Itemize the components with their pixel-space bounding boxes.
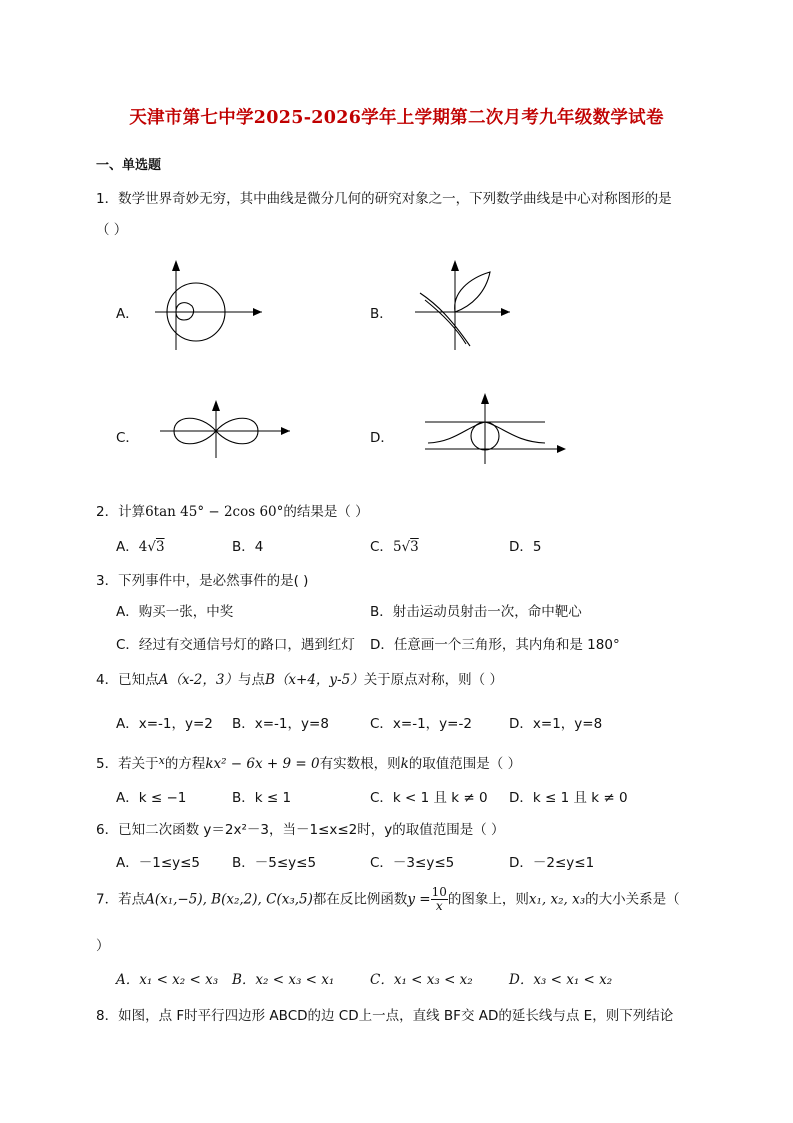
question-3-option-a: A．购买一张，中奖 [116, 604, 234, 620]
section-heading: 一、单选题 [96, 158, 162, 173]
figure-d-witch-curve [420, 390, 570, 465]
question-7-option-d: D．x₃ < x₁ < x₂ [509, 972, 613, 988]
question-2-option-a: A．4√3 [116, 539, 165, 555]
point-b: B（x+4，y-5） [264, 672, 364, 688]
question-8-stem: 8．如图，点 F时平行四边形 ABCD的边 CD上一点，直线 BF交 AD的延长线与点 E，则下列结论 [96, 1008, 674, 1024]
question-3-option-b: B．射击运动员射击一次，命中靶心 [370, 604, 582, 620]
question-5-stem: 5．若关于$^x$的方程kx² − 6x + 9 = 0有实数根，则k的取值范围是（ ） [96, 754, 522, 772]
question-3-option-c: C．经过有交通信号灯的路口，遇到红灯 [116, 637, 355, 653]
question-7-points: A(x₁,−5), B(x₂,2), C(x₃,5) [145, 891, 313, 908]
question-6-option-c: C．－3≤y≤5 [370, 855, 455, 871]
question-2-option-b: B．4 [232, 539, 264, 555]
question-6-stem: 6．已知二次函数 y＝2x²－3，当－1≤x≤2时，y的取值范围是（ ） [96, 822, 505, 838]
page-title: 天津市第七中学2025-2026学年上学期第二次月考九年级数学试卷 [129, 108, 664, 128]
question-3-stem: 3．下列事件中，是必然事件的是( ) [96, 573, 309, 589]
question-6-option-d: D．－2≤y≤1 [509, 855, 595, 871]
point-a: A（x-2，3） [158, 672, 238, 688]
question-1-paren: （ ） [96, 222, 128, 238]
question-7-option-b: B．x₂ < x₃ < x₁ [232, 972, 335, 988]
question-1-option-a: A． [116, 306, 139, 322]
question-5-option-b: B．k ≤ 1 [232, 790, 292, 806]
figure-b-folium-curve [410, 255, 520, 355]
question-2-option-d: D．5 [509, 539, 542, 555]
question-1-option-c: C． [116, 430, 139, 446]
question-4-stem: 4．已知点A（x-2，3）与点B（x+4，y-5）关于原点对称，则（ ） [96, 672, 503, 688]
question-4-option-a: A．x=-1，y=2 [116, 716, 213, 732]
fraction-10-over-x: $\frac{10}{x}$ [431, 885, 447, 913]
question-4-option-c: C．x=-1，y=-2 [370, 716, 472, 732]
question-2-expression: 6tan 45° − 2cos 60° [145, 504, 284, 520]
question-1-option-d: D． [370, 430, 394, 446]
question-5-option-a: A．k ≤ −1 [116, 790, 187, 806]
question-1-option-b: B． [370, 306, 393, 322]
question-7-option-c: C．x₁ < x₃ < x₂ [370, 972, 473, 988]
question-7-stem: 7．若点A(x₁,−5), B(x₂,2), C(x₃,5)都在反比例函数y = $\frac{10}{x}$ 的图象上，则x₁, x₂, x₃的大小关系是（ [96, 885, 680, 913]
question-3-option-d: D．任意画一个三角形，其内角和是 180° [370, 637, 620, 653]
question-1-stem: 1．数学世界奇妙无穷，其中曲线是微分几何的研究对象之一，下列数学曲线是中心对称图形的是 [96, 191, 672, 207]
question-4-option-d: D．x=1，y=8 [509, 716, 603, 732]
question-6-option-b: B．－5≤y≤5 [232, 855, 317, 871]
question-7-option-a: A．x₁ < x₂ < x₃ [116, 972, 219, 988]
question-4-option-b: B．x=-1，y=8 [232, 716, 329, 732]
question-2-stem-pre: 2．计算 [96, 504, 146, 520]
question-5-option-d: D．k ≤ 1 且 k ≠ 0 [509, 790, 628, 806]
figure-c-lemniscate [155, 395, 295, 465]
question-2-stem [96, 500, 369, 520]
question-5-equation: kx² − 6x + 9 = 0 [205, 756, 320, 772]
question-2-option-c: C．5√3 [370, 539, 419, 555]
figure-a-circle-curve [150, 255, 270, 355]
question-7-close-paren: ） [96, 938, 110, 954]
question-5-option-c: C．k < 1 且 k ≠ 0 [370, 790, 488, 806]
question-6-option-a: A．－1≤y≤5 [116, 855, 201, 871]
question-2-stem-post: 的结果是（ ） [283, 504, 369, 520]
